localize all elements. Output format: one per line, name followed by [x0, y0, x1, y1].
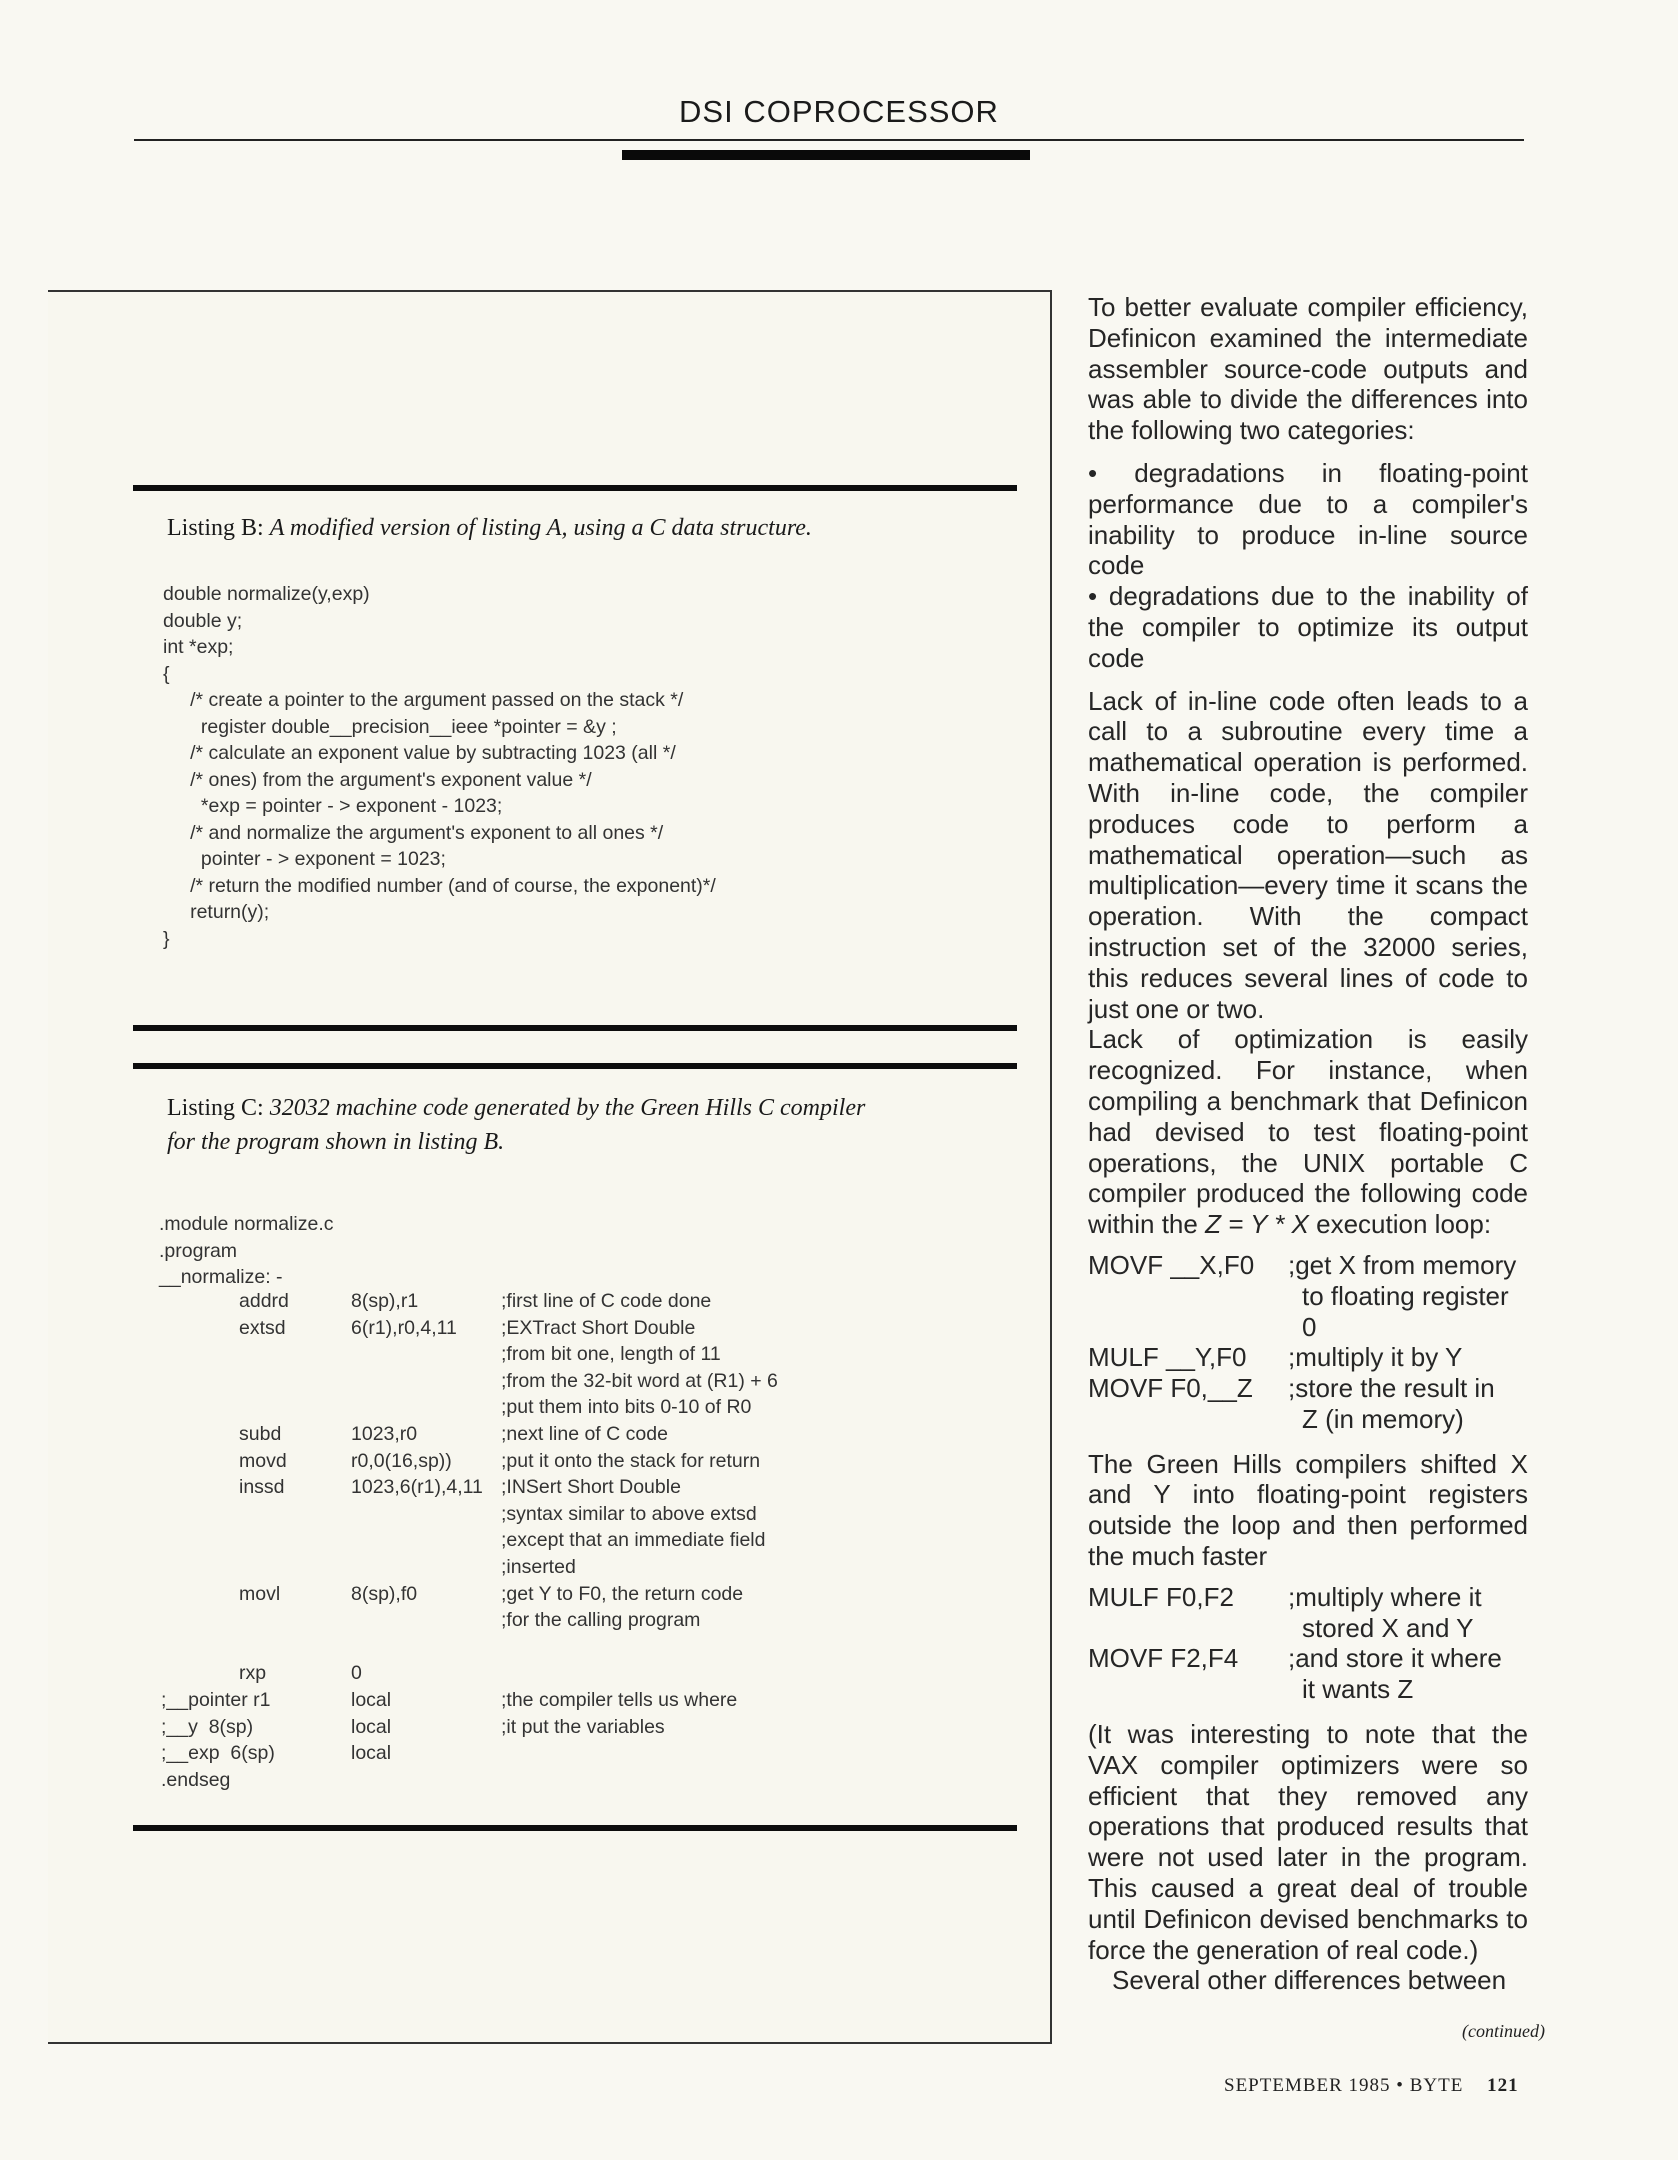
code-comment: [1288, 1643, 1528, 1705]
article-column: [1088, 292, 1528, 1996]
asm-opcode: extsd: [239, 1316, 286, 1339]
asm-row: [133, 1662, 1017, 1688]
asm-row: [133, 1556, 1017, 1582]
listing-c-title-2: [167, 1129, 504, 1156]
page-number: 121: [1487, 2075, 1519, 2096]
paragraph-3: [1088, 1024, 1528, 1240]
footer-date: SEPTEMBER 1985 • BYTE: [1224, 2075, 1464, 2096]
asm-opcode: movd: [239, 1449, 287, 1472]
code-comment-line: ;and store it where: [1288, 1643, 1502, 1674]
asm-header-line: __normalize: -: [159, 1266, 283, 1288]
asm-operand: local: [351, 1742, 392, 1765]
asm-comment: ;put it onto the stack for return: [501, 1449, 761, 1472]
listing-b-label: Listing B:: [167, 515, 264, 541]
listing-b-box: [133, 485, 1017, 1031]
code-row: [1088, 1643, 1528, 1705]
code-line: /* return the modified number (and of course, the exponent)*/: [163, 874, 716, 897]
asm-row: [133, 1370, 1017, 1396]
code-comment: [1288, 1342, 1528, 1373]
code-comment-line: ;store the result in: [1288, 1373, 1495, 1404]
code-comment-line: stored X and Y: [1302, 1612, 1474, 1643]
asm-row: [133, 1317, 1017, 1343]
asm-row: [133, 1636, 1017, 1662]
paragraph-3-tail: execution loop:: [1316, 1209, 1492, 1240]
code-line: pointer - > exponent = 1023;: [163, 848, 446, 870]
listing-c-box: [133, 1063, 1017, 1831]
asm-opcode: movl: [239, 1582, 281, 1605]
asm-operand: 1023,r0: [351, 1423, 418, 1445]
asm-comment: ;INSert Short Double: [501, 1476, 681, 1499]
loop-equation: Z = Y * X: [1205, 1209, 1309, 1240]
asm-comment: ;for the calling program: [501, 1609, 701, 1632]
asm-operand: r0,0(16,sp)): [351, 1449, 452, 1472]
asm-operand: 8(sp),r1: [351, 1290, 419, 1312]
asm-row: [133, 1529, 1017, 1555]
paragraph-3-text: Lack of optimization is easily recognized. For instance, when compiling a benchmark that Definicon had devised to test floating-point operations, the UNIX portable C compiler produced the following code within the: [1088, 1024, 1528, 1240]
code-op: MULF F0,F2: [1088, 1581, 1234, 1612]
asm-row: [133, 1343, 1017, 1369]
asm-comment: ;it put the variables: [501, 1715, 665, 1738]
paragraph-1: To better evaluate compiler efficiency, Definicon examined the intermediate assembler source-code outputs and was able to divide the differences into the following two categories:: [1088, 292, 1528, 446]
code-example-2: [1088, 1582, 1528, 1705]
asm-comment: ;inserted: [501, 1556, 576, 1578]
listing-b-caption: A modified version of listing A, using a C data structure.: [269, 515, 812, 541]
bullet-1: • degradations in floating-point performance due to a compiler's inability to produce in-line source code: [1088, 457, 1528, 581]
asm-comment: ;put them into bits 0-10 of R0: [501, 1396, 752, 1419]
continued-label: (continued): [1462, 2021, 1545, 2041]
code-comment: [1288, 1582, 1528, 1644]
asm-opcode: rxp: [239, 1662, 267, 1685]
header-bar: [622, 150, 1030, 160]
bullet-2: • degradations due to the inability of the compiler to optimize its output code: [1088, 581, 1528, 673]
paragraph-4: The Green Hills compilers shifted X and Y into floating-point registers outside the loop and then performed the much faster: [1088, 1448, 1528, 1572]
code-comment-line: ;multiply where it: [1288, 1581, 1482, 1612]
code-line: register double__precision__ieee *pointer = &y ;: [163, 715, 617, 738]
code-comment-line: ;multiply it by Y: [1288, 1342, 1463, 1373]
listing-b-code: [163, 581, 716, 952]
asm-operand: local: [351, 1689, 392, 1711]
asm-row: [133, 1290, 1017, 1316]
asm-opcode: ;__exp 6(sp): [161, 1742, 275, 1765]
asm-opcode: inssd: [239, 1476, 285, 1499]
listing-c-title: [167, 1095, 865, 1122]
listing-c-header-lines: [159, 1211, 334, 1291]
asm-row: [133, 1450, 1017, 1476]
code-op: MOVF __X,F0: [1088, 1249, 1255, 1280]
code-comment-line: Z (in memory): [1302, 1403, 1464, 1434]
listing-c-caption-1: 32032 machine code generated by the Green Hills C compiler: [269, 1095, 866, 1121]
paragraph-6: Several other differences between: [1112, 1965, 1507, 1996]
code-op: MOVF F2,F4: [1088, 1643, 1239, 1674]
code-line: /* create a pointer to the argument passed on the stack */: [163, 689, 684, 711]
paragraph-2: Lack of in-line code often leads to a call to a subroutine every time a mathematical operation is performed. With in-line code, the compiler produces code to perform a mathematical operation—such as multiplication—every time it scans the operation. With the compact instruction set of the 32000 series, this reduces several lines of code to just one or two.: [1088, 685, 1528, 1024]
asm-comment: ;next line of C code: [501, 1423, 668, 1445]
asm-comment: ;EXTract Short Double: [501, 1316, 696, 1339]
asm-comment: ;syntax similar to above extsd: [501, 1502, 757, 1525]
listing-b-title: [167, 515, 812, 542]
code-comment: [1288, 1373, 1528, 1435]
code-comment-line: to floating register: [1302, 1280, 1509, 1311]
asm-operand: 0: [351, 1662, 362, 1685]
code-comment-line: ;get X from memory: [1288, 1249, 1517, 1280]
asm-operand: 1023,6(r1),4,11: [351, 1476, 483, 1499]
asm-opcode: ;__pointer r1: [161, 1689, 271, 1711]
asm-row: [133, 1769, 1017, 1795]
header-rule: [134, 139, 1524, 141]
asm-row: [133, 1742, 1017, 1768]
page-footer: [1224, 2075, 1519, 2097]
asm-header-line: .program: [159, 1239, 238, 1262]
asm-row: [133, 1609, 1017, 1635]
asm-opcode: addrd: [239, 1290, 289, 1312]
asm-header-line: .module normalize.c: [159, 1213, 334, 1235]
code-comment: [1288, 1250, 1528, 1342]
asm-operand: 6(r1),r0,4,11: [351, 1316, 457, 1339]
asm-operand: local: [351, 1715, 392, 1738]
asm-comment: ;first line of C code done: [501, 1290, 712, 1312]
asm-comment: ;get Y to F0, the return code: [501, 1582, 744, 1605]
listing-c-label: Listing C:: [167, 1095, 264, 1121]
paragraph-5: (It was interesting to note that the VAX compiler optimizers were so efficient that they removed any operations that produced results that were not used later in the program. This caused a great deal of trouble until Definicon devised benchmarks to force the generation of real code.): [1088, 1719, 1528, 1965]
asm-row: [133, 1583, 1017, 1609]
code-line: /* ones) from the argument's exponent value */: [163, 768, 592, 791]
asm-row: [133, 1476, 1017, 1502]
code-row: [1088, 1582, 1528, 1644]
code-comment-line: it wants Z: [1302, 1674, 1414, 1705]
asm-opcode: subd: [239, 1423, 282, 1445]
code-comment-line: 0: [1302, 1311, 1317, 1342]
asm-row: [133, 1503, 1017, 1529]
asm-row: [133, 1689, 1017, 1715]
code-line: return(y);: [163, 901, 270, 923]
code-op: MOVF F0,__Z: [1088, 1373, 1253, 1404]
code-line: {: [163, 662, 170, 685]
asm-opcode: ;__y 8(sp): [161, 1715, 254, 1738]
listing-c-caption-2: for the program shown in listing B.: [167, 1129, 505, 1155]
code-line: int *exp;: [163, 636, 234, 658]
code-op: MULF __Y,F0: [1088, 1342, 1247, 1373]
code-line: double y;: [163, 609, 243, 632]
asm-operand: 8(sp),f0: [351, 1582, 418, 1605]
code-line: }: [163, 927, 170, 950]
code-example-1: [1088, 1250, 1528, 1435]
code-line: double normalize(y,exp): [163, 583, 370, 605]
code-line: *exp = pointer - > exponent - 1023;: [163, 795, 503, 817]
code-row: [1088, 1373, 1528, 1435]
asm-row: [133, 1396, 1017, 1422]
asm-row: [133, 1423, 1017, 1449]
asm-comment: ;the compiler tells us where: [501, 1689, 738, 1711]
asm-opcode: .endseg: [161, 1768, 231, 1791]
code-row: [1088, 1250, 1528, 1342]
asm-comment: ;from the 32-bit word at (R1) + 6: [501, 1369, 778, 1392]
code-line: /* and normalize the argument's exponent to all ones */: [163, 821, 664, 844]
code-line: /* calculate an exponent value by subtracting 1023 (all */: [163, 742, 676, 764]
running-head: DSI COPROCESSOR: [679, 94, 999, 129]
asm-comment: ;from bit one, length of 11: [501, 1343, 721, 1366]
asm-comment: ;except that an immediate field: [501, 1529, 766, 1552]
asm-row: [133, 1716, 1017, 1742]
code-row: [1088, 1342, 1528, 1373]
